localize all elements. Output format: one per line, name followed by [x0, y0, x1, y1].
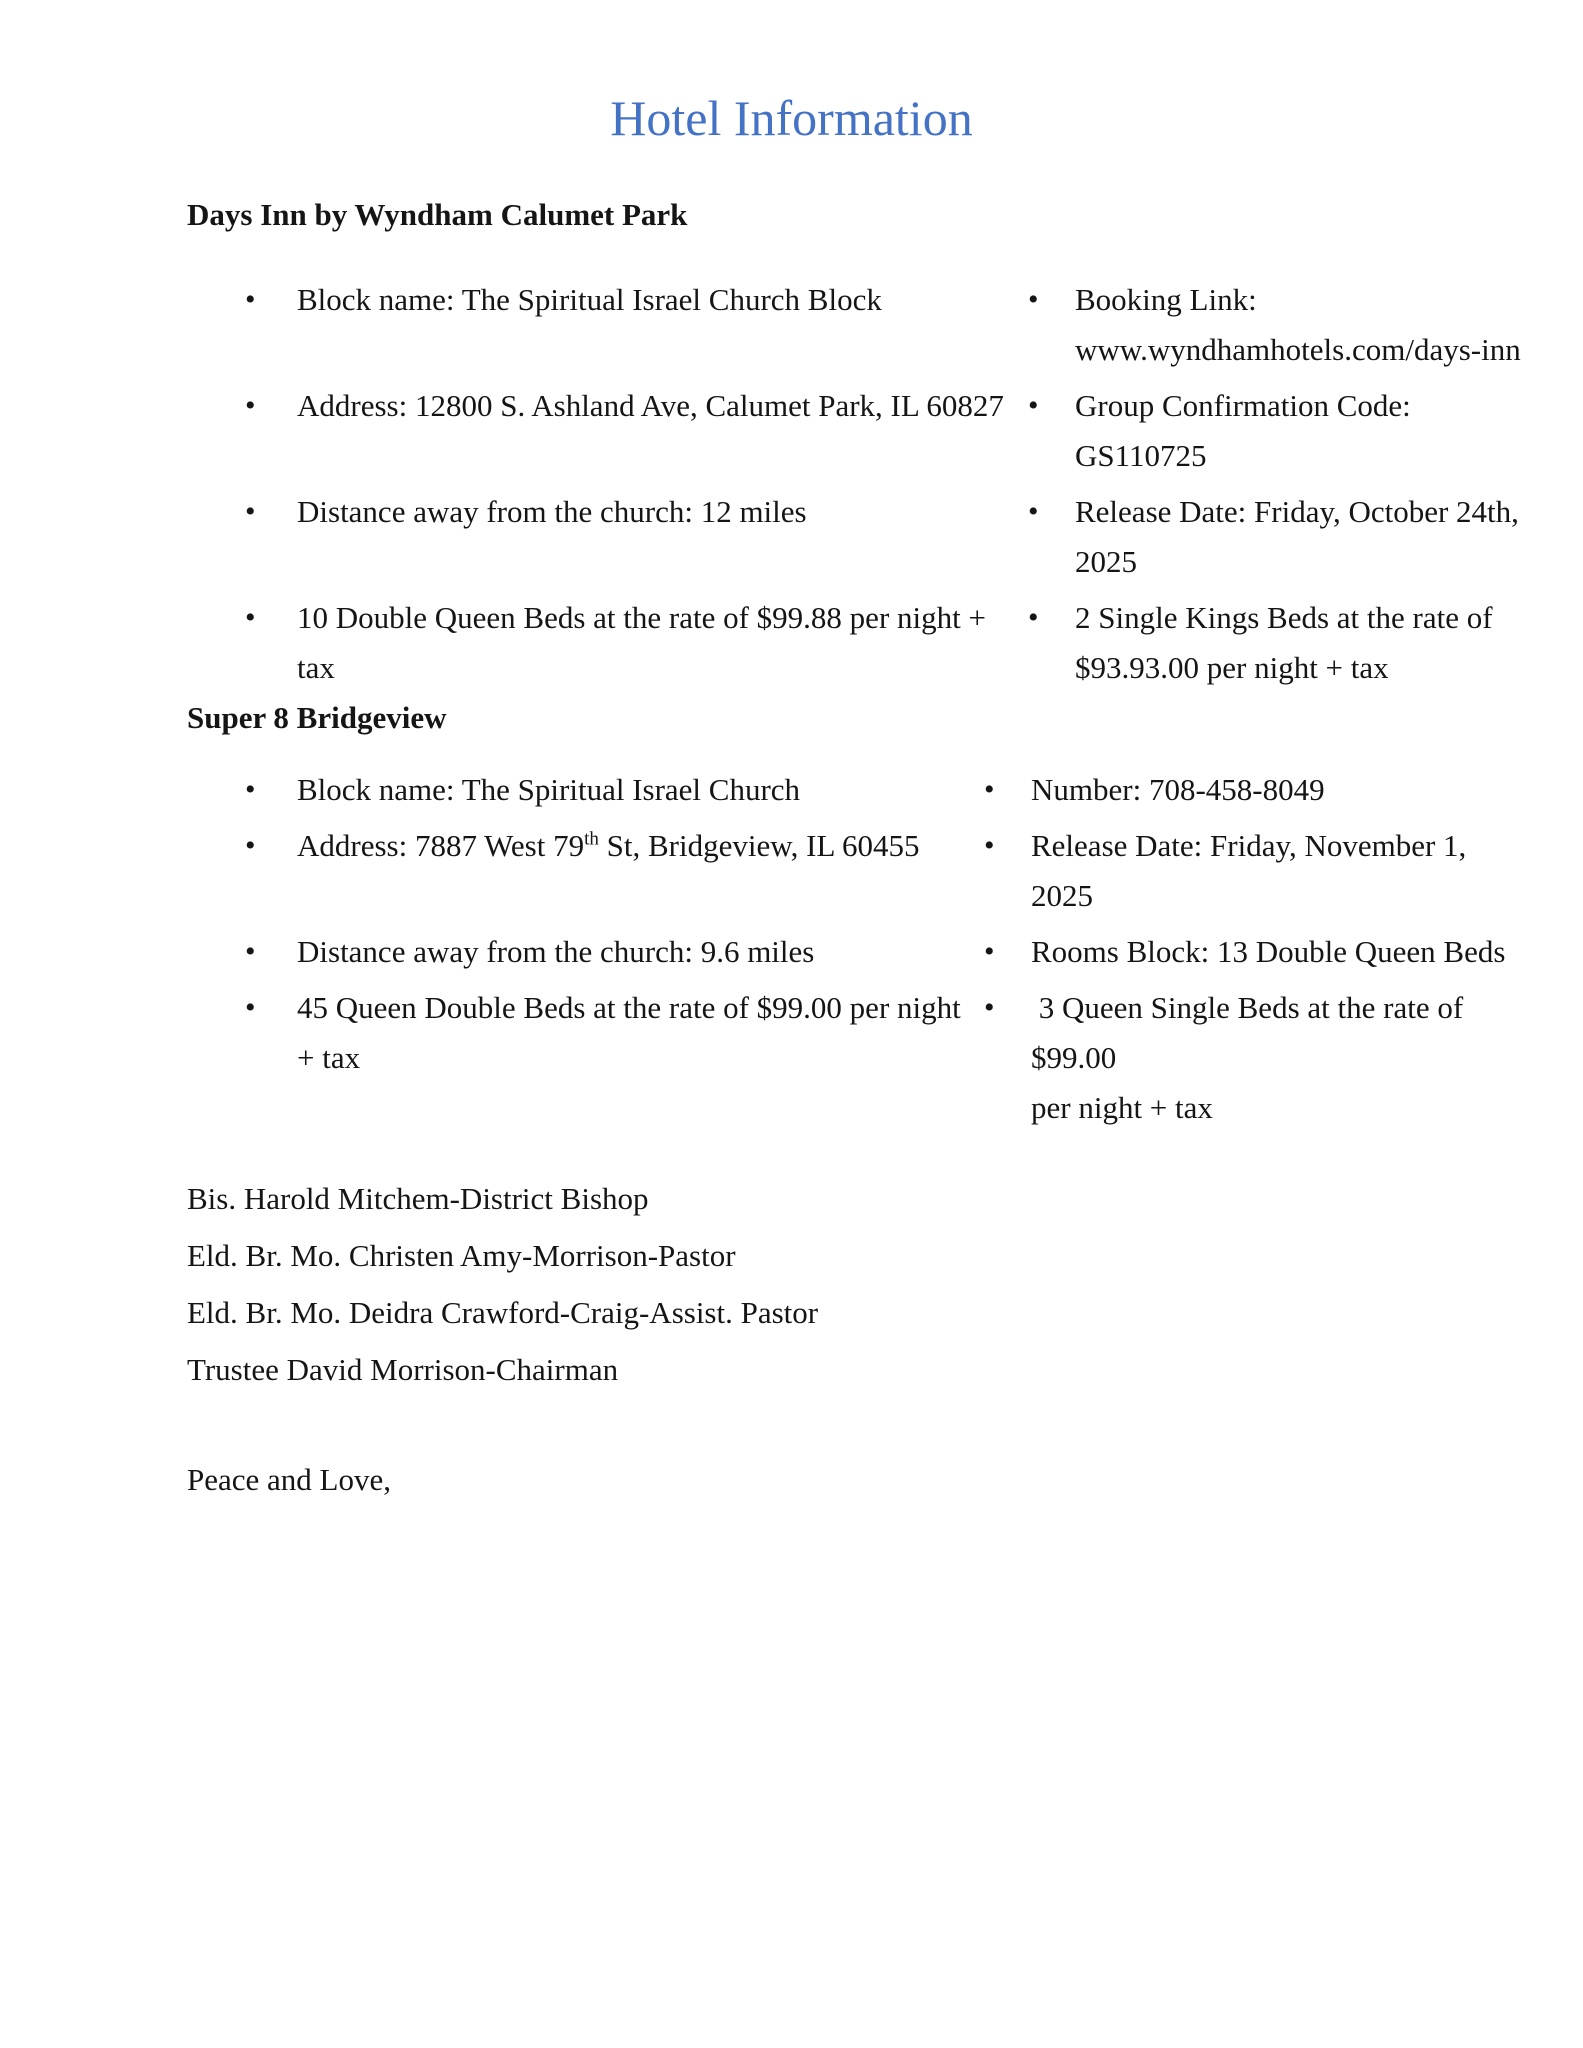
bullet-icon: •: [245, 991, 256, 1024]
signatory-trustee-chairman: Trustee David Morrison-Chairman: [187, 1352, 619, 1387]
list-item-rooms-block: [984, 927, 1523, 977]
ordinal-superscript: th: [584, 828, 599, 850]
list-item-phone-number: [984, 765, 1523, 815]
bullet-line: Booking Link:: [1075, 282, 1257, 317]
bullet-line: 45 Queen Double Beds at the rate of $99.00 per night: [297, 990, 961, 1025]
signatory-district-bishop: Bis. Harold Mitchem-District Bishop: [187, 1181, 649, 1216]
bullet-line: tax: [297, 650, 335, 685]
bullet-icon: •: [1028, 495, 1039, 528]
bullet-icon: •: [1028, 389, 1039, 422]
address-suffix: St, Bridgeview, IL 60455: [598, 828, 920, 863]
signatory-assistant-pastor: Eld. Br. Mo. Deidra Crawford-Craig-Assist. Pastor: [187, 1295, 819, 1330]
list-item-distance: [187, 927, 984, 977]
closing-salutation: Peace and Love,: [187, 1462, 391, 1497]
section-heading-super-8: Super 8 Bridgeview: [187, 700, 447, 735]
bullet-icon: •: [984, 829, 995, 862]
bullet-icon: •: [984, 935, 995, 968]
bullet-line: $93.93.00 per night + tax: [1075, 650, 1389, 685]
bullet-line: Block name: The Spiritual Israel Church Block: [297, 282, 882, 317]
super-8-address-cell: [187, 821, 984, 921]
days-inn-release-date-cell: [1028, 487, 1523, 587]
bullet-line: 3 Queen Single Beds at the rate of $99.00: [1031, 990, 1471, 1075]
bullet-line: Release Date: Friday, November 1, 2025: [1031, 828, 1475, 913]
bullet-line: Block name: The Spiritual Israel Church: [297, 772, 801, 807]
bullet-line: Distance away from the church: 9.6 miles: [297, 934, 815, 969]
bullet-line: Group Confirmation Code: GS110725: [1075, 388, 1419, 473]
bullet-icon: •: [1028, 601, 1039, 634]
days-inn-confirmation-code-cell: [1028, 381, 1523, 481]
list-item-address: [187, 381, 1028, 431]
address-line: [297, 821, 984, 871]
bullet-icon: •: [245, 389, 256, 422]
super-8-block-name-cell: [187, 765, 984, 815]
bullet-icon: •: [245, 773, 256, 806]
days-inn-bullet-grid: [187, 275, 1523, 693]
list-item-queen-double-rate: [187, 983, 984, 1083]
bullet-line: + tax: [297, 1040, 361, 1075]
super-8-queen-single-cell: [984, 983, 1523, 1133]
super-8-distance-cell: [187, 927, 984, 977]
bullet-line: Rooms Block: 13 Double Queen Beds: [1031, 934, 1506, 969]
bullet-line: per night + tax: [1031, 1090, 1213, 1125]
list-item-queen-beds-rate: [187, 593, 1028, 693]
bullet-icon: •: [245, 829, 256, 862]
super-8-phone-number-cell: [984, 765, 1523, 815]
list-item-confirmation-code: [1028, 381, 1523, 481]
days-inn-queen-beds-cell: [187, 593, 1028, 693]
bullet-icon: •: [245, 601, 256, 634]
list-item-block-name: [187, 765, 984, 815]
bullet-line: Address: 12800 S. Ashland Ave, Calumet Park, IL 60827: [297, 388, 1004, 423]
days-inn-booking-link-cell: [1028, 275, 1523, 375]
super-8-rooms-block-cell: [984, 927, 1523, 977]
bullet-line: Number: 708-458-8049: [1031, 772, 1325, 807]
bullet-icon: •: [984, 991, 995, 1024]
list-item-release-date: [984, 821, 1523, 921]
bullet-icon: •: [245, 935, 256, 968]
days-inn-king-beds-cell: [1028, 593, 1523, 693]
days-inn-block-name-cell: [187, 275, 1028, 375]
list-item-queen-single-rate: [984, 983, 1523, 1133]
signature-block: [187, 1170, 1396, 1398]
list-item-distance: [187, 487, 1028, 537]
list-item-king-beds-rate: [1028, 593, 1523, 693]
bullet-line: 10 Double Queen Beds at the rate of $99.88 per night +: [297, 600, 986, 635]
list-item-address: [187, 821, 984, 871]
section-heading-days-inn: Days Inn by Wyndham Calumet Park: [187, 197, 688, 232]
list-item-block-name: [187, 275, 1028, 325]
bullet-line: Distance away from the church: 12 miles: [297, 494, 807, 529]
super-8-release-date-cell: [984, 821, 1523, 921]
bullet-line: 2 Single Kings Beds at the rate of: [1075, 600, 1493, 635]
list-item-booking-link: [1028, 275, 1523, 375]
booking-link-url: www.wyndhamhotels.com/days-inn: [1075, 332, 1521, 367]
list-item-release-date: [1028, 487, 1523, 587]
days-inn-address-cell: [187, 381, 1028, 481]
days-inn-distance-cell: [187, 487, 1028, 587]
bullet-icon: •: [245, 283, 256, 316]
bullet-line: 2025: [1075, 544, 1137, 579]
document-title: Hotel Information: [610, 90, 973, 146]
super-8-queen-double-cell: [187, 983, 984, 1133]
bullet-icon: •: [1028, 283, 1039, 316]
super-8-bullet-grid: [187, 765, 1523, 1133]
bullet-line: Release Date: Friday, October 24th,: [1075, 494, 1519, 529]
signatory-pastor: Eld. Br. Mo. Christen Amy-Morrison-Pastor: [187, 1238, 736, 1273]
bullet-icon: •: [245, 495, 256, 528]
address-prefix: Address: 7887 West 79: [297, 828, 585, 863]
bullet-icon: •: [984, 773, 995, 806]
